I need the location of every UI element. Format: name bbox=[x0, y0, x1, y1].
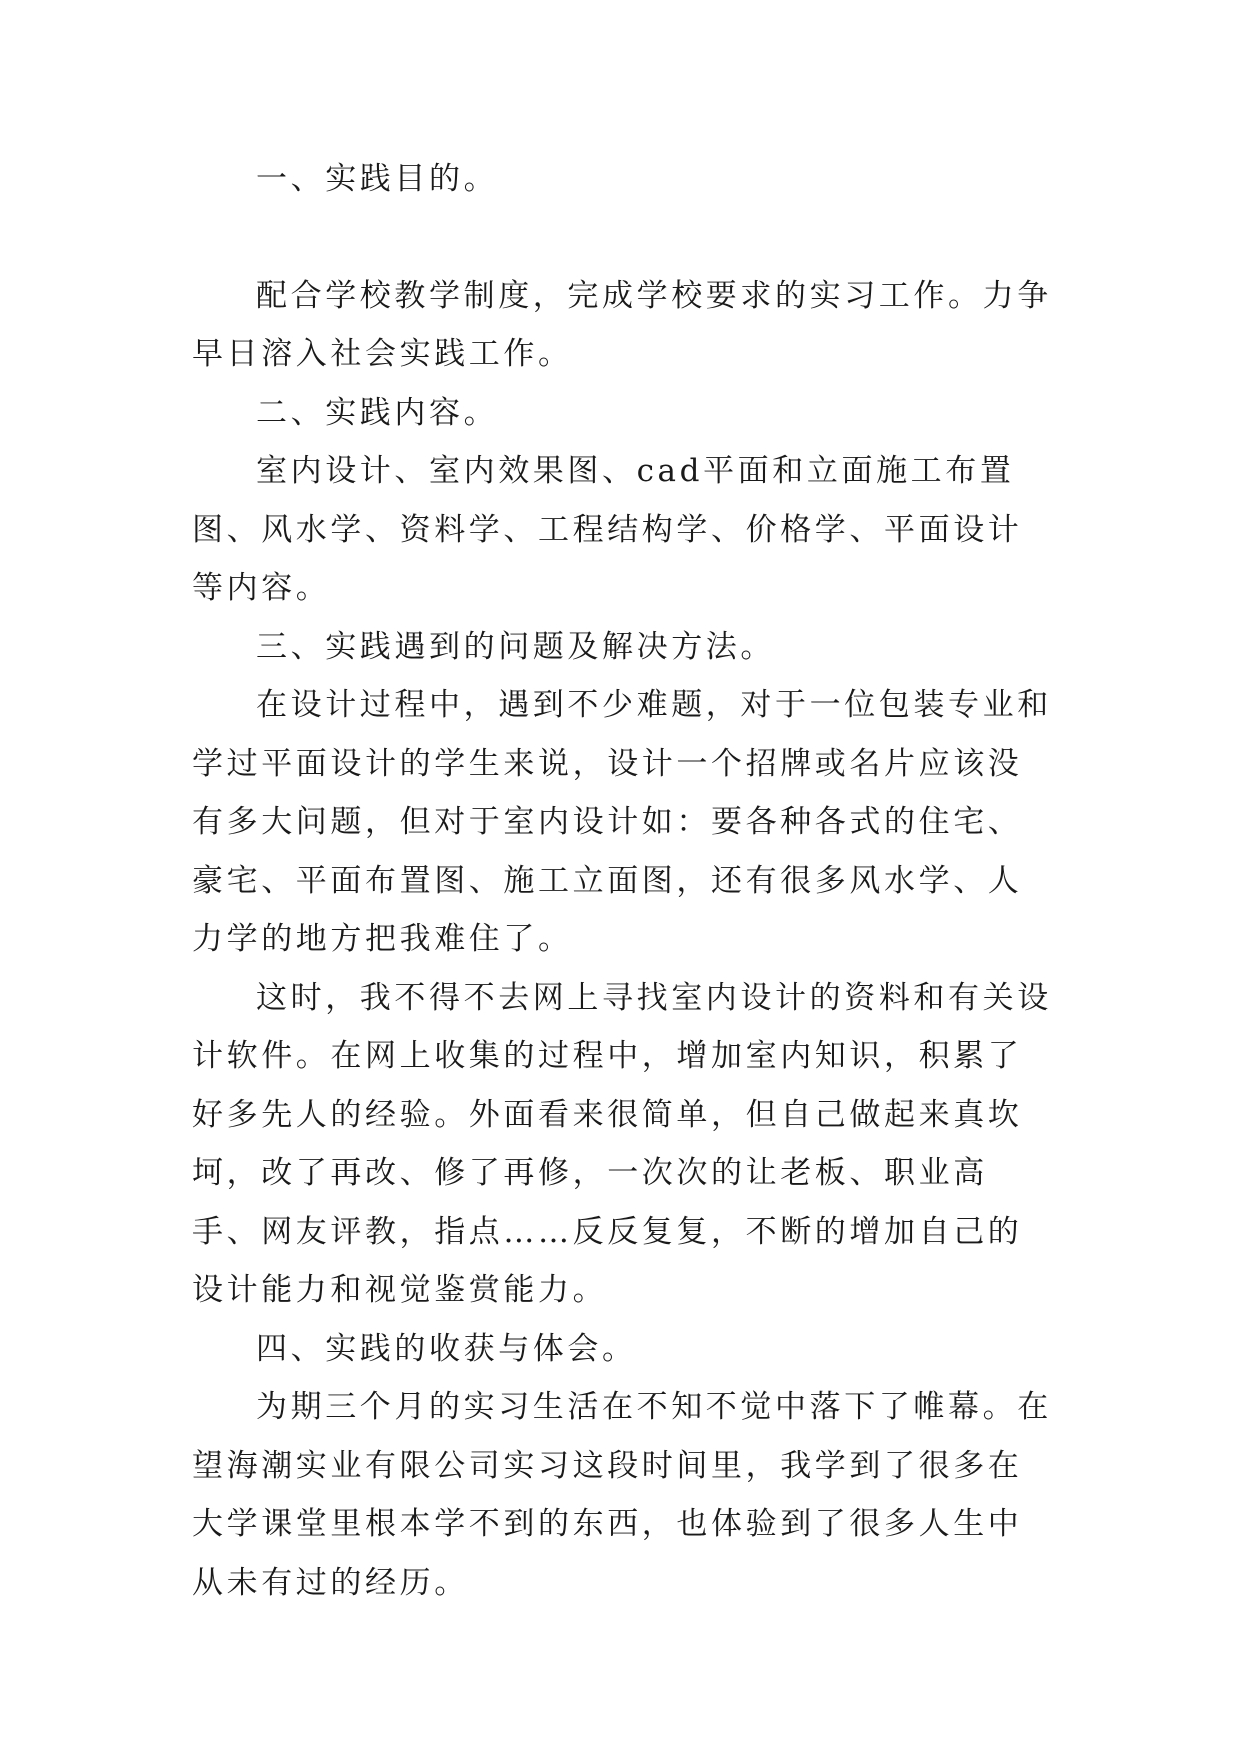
heading-problems-solutions: 三、实践遇到的问题及解决方法。 bbox=[256, 628, 775, 665]
paragraph-practice-purpose: 配合学校教学制度，完成学校要求的实习工作。力争早日溶入社会实践工作。 bbox=[192, 277, 1052, 372]
document-body bbox=[192, 150, 1052, 1612]
paragraph-problems: 在设计过程中，遇到不少难题，对于一位包装专业和学过平面设计的学生来说，设计一个招牌或名片应该没有多大问题，但对于室内设计如：要各种各式的住宅、豪宅、平面布置图、施工立面图，还有很多风水学、人力学的地方把我难住了。 bbox=[192, 687, 1052, 957]
heading-practice-content: 二、实践内容。 bbox=[256, 394, 499, 431]
paragraph-gains-experience: 为期三个月的实习生活在不知不觉中落下了帷幕。在望海潮实业有限公司实习这段时间里，我学到了很多在大学课堂里根本学不到的东西，也体验到了很多人生中从未有过的经历。 bbox=[192, 1389, 1052, 1601]
paragraph-solutions: 这时，我不得不去网上寻找室内设计的资料和有关设计软件。在网上收集的过程中，增加室内知识，积累了好多先人的经验。外面看来很简单，但自己做起来真坎坷，改了再改、修了再修，一次次的让老板、职业高手、网友评教，指点……反反复复，不断的增加自己的设计能力和视觉鉴赏能力。 bbox=[192, 979, 1052, 1308]
heading-practice-purpose: 一、实践目的。 bbox=[256, 161, 499, 197]
heading-gains-experience: 四、实践的收获与体会。 bbox=[256, 1330, 637, 1367]
paragraph-practice-content: 室内设计、室内效果图、cad平面和立面施工布置图、风水学、资料学、工程结构学、价格学、平面设计等内容。 bbox=[192, 453, 1023, 606]
